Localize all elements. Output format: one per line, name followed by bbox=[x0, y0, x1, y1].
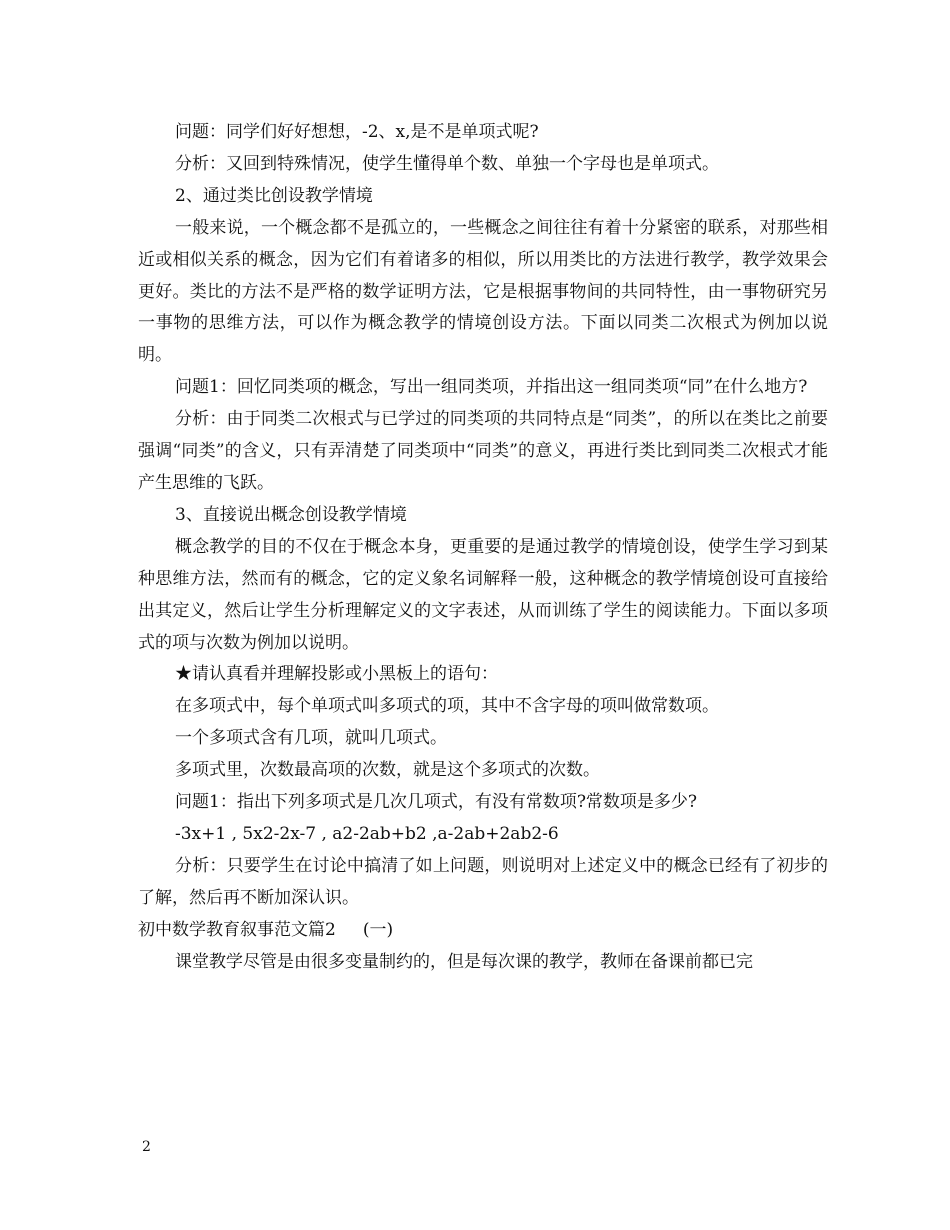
paragraph-question-polynomials: 问题1：指出下列多项式是几次几项式，有没有常数项?常数项是多少? bbox=[175, 792, 698, 813]
paragraph-analysis-like-terms: 分析：由于同类二次根式与已学过的同类项的共同特点是“同类”，的所以在类比之前要强调“同类”的含义，只有弄清楚了同类项中“同类”的意义，再进行类比到同类二次根式才能产生思维的飞跃。 bbox=[138, 409, 828, 493]
section-heading-direct-concept: 3、直接说出概念创设教学情境 bbox=[175, 504, 407, 525]
paragraph-question-like-terms: 问题1：回忆同类项的概念，写出一组同类项，并指出这一组同类项“同”在什么地方? bbox=[175, 377, 808, 398]
paragraph-star-instruction: ★请认真看并理解投影或小黑板上的语句： bbox=[175, 664, 498, 685]
paragraph-definition-term: 在多项式中，每个单项式叫多项式的项，其中不含字母的项叫做常数项。 bbox=[175, 696, 719, 717]
paragraph-question-monomial: 问题：同学们好好想想，-2、x,是不是单项式呢? bbox=[175, 122, 539, 142]
paragraph-analysis-polynomials: 分析：只要学生在讨论中搞清了如上问题，则说明对上述定义中的概念已经有了初步的了解，然后再不断加深认识。 bbox=[138, 855, 828, 908]
section-heading-analogy: 2、通过类比创设教学情境 bbox=[175, 185, 373, 206]
paragraph-analogy-intro: 一般来说，一个概念都不是孤立的，一些概念之间往往有着十分紧密的联系，对那些相近或相似关系的概念，因为它们有着诸多的相似，所以用类比的方法进行教学，教学效果会更好。类比的方法不是严格的数学证明方法，它是根据事物间的共同特性，由一事物研究另一事物的思维方法，可以作为概念教学的情境创设方法。下面以同类二次根式为例加以说明。 bbox=[138, 217, 828, 366]
paragraph-definition-degree: 多项式里，次数最高项的次数，就是这个多项式的次数。 bbox=[175, 760, 600, 781]
paragraph-article-start: 课堂教学尽管是由很多变量制约的，但是每次课的教学，教师在备课前都已完 bbox=[175, 951, 753, 972]
page-number: 2 bbox=[142, 1139, 151, 1155]
article-title: 初中数学教育叙事范文篇2 (一) bbox=[138, 919, 394, 940]
paragraph-polynomial-list: -3x+1 , 5x2-2x-7 , a2-2ab+b2 ,a-2ab+2ab2-6 bbox=[175, 823, 559, 844]
paragraph-concept-teaching: 概念教学的目的不仅在于概念本身，更重要的是通过教学的情境创设，使学生学习到某种思维方法，然而有的概念，它的定义象名词解释一般，这种概念的教学情境创设可直接给出其定义，然后让学生分析理解定义的文字表述，从而训练了学生的阅读能力。下面以多项式的项与次数为例加以说明。 bbox=[138, 536, 828, 653]
paragraph-definition-count: 一个多项式含有几项，就叫几项式。 bbox=[175, 728, 447, 749]
paragraph-analysis-monomial: 分析：又回到特殊情况，使学生懂得单个数、单独一个字母也是单项式。 bbox=[175, 153, 719, 174]
document-body bbox=[138, 117, 828, 978]
